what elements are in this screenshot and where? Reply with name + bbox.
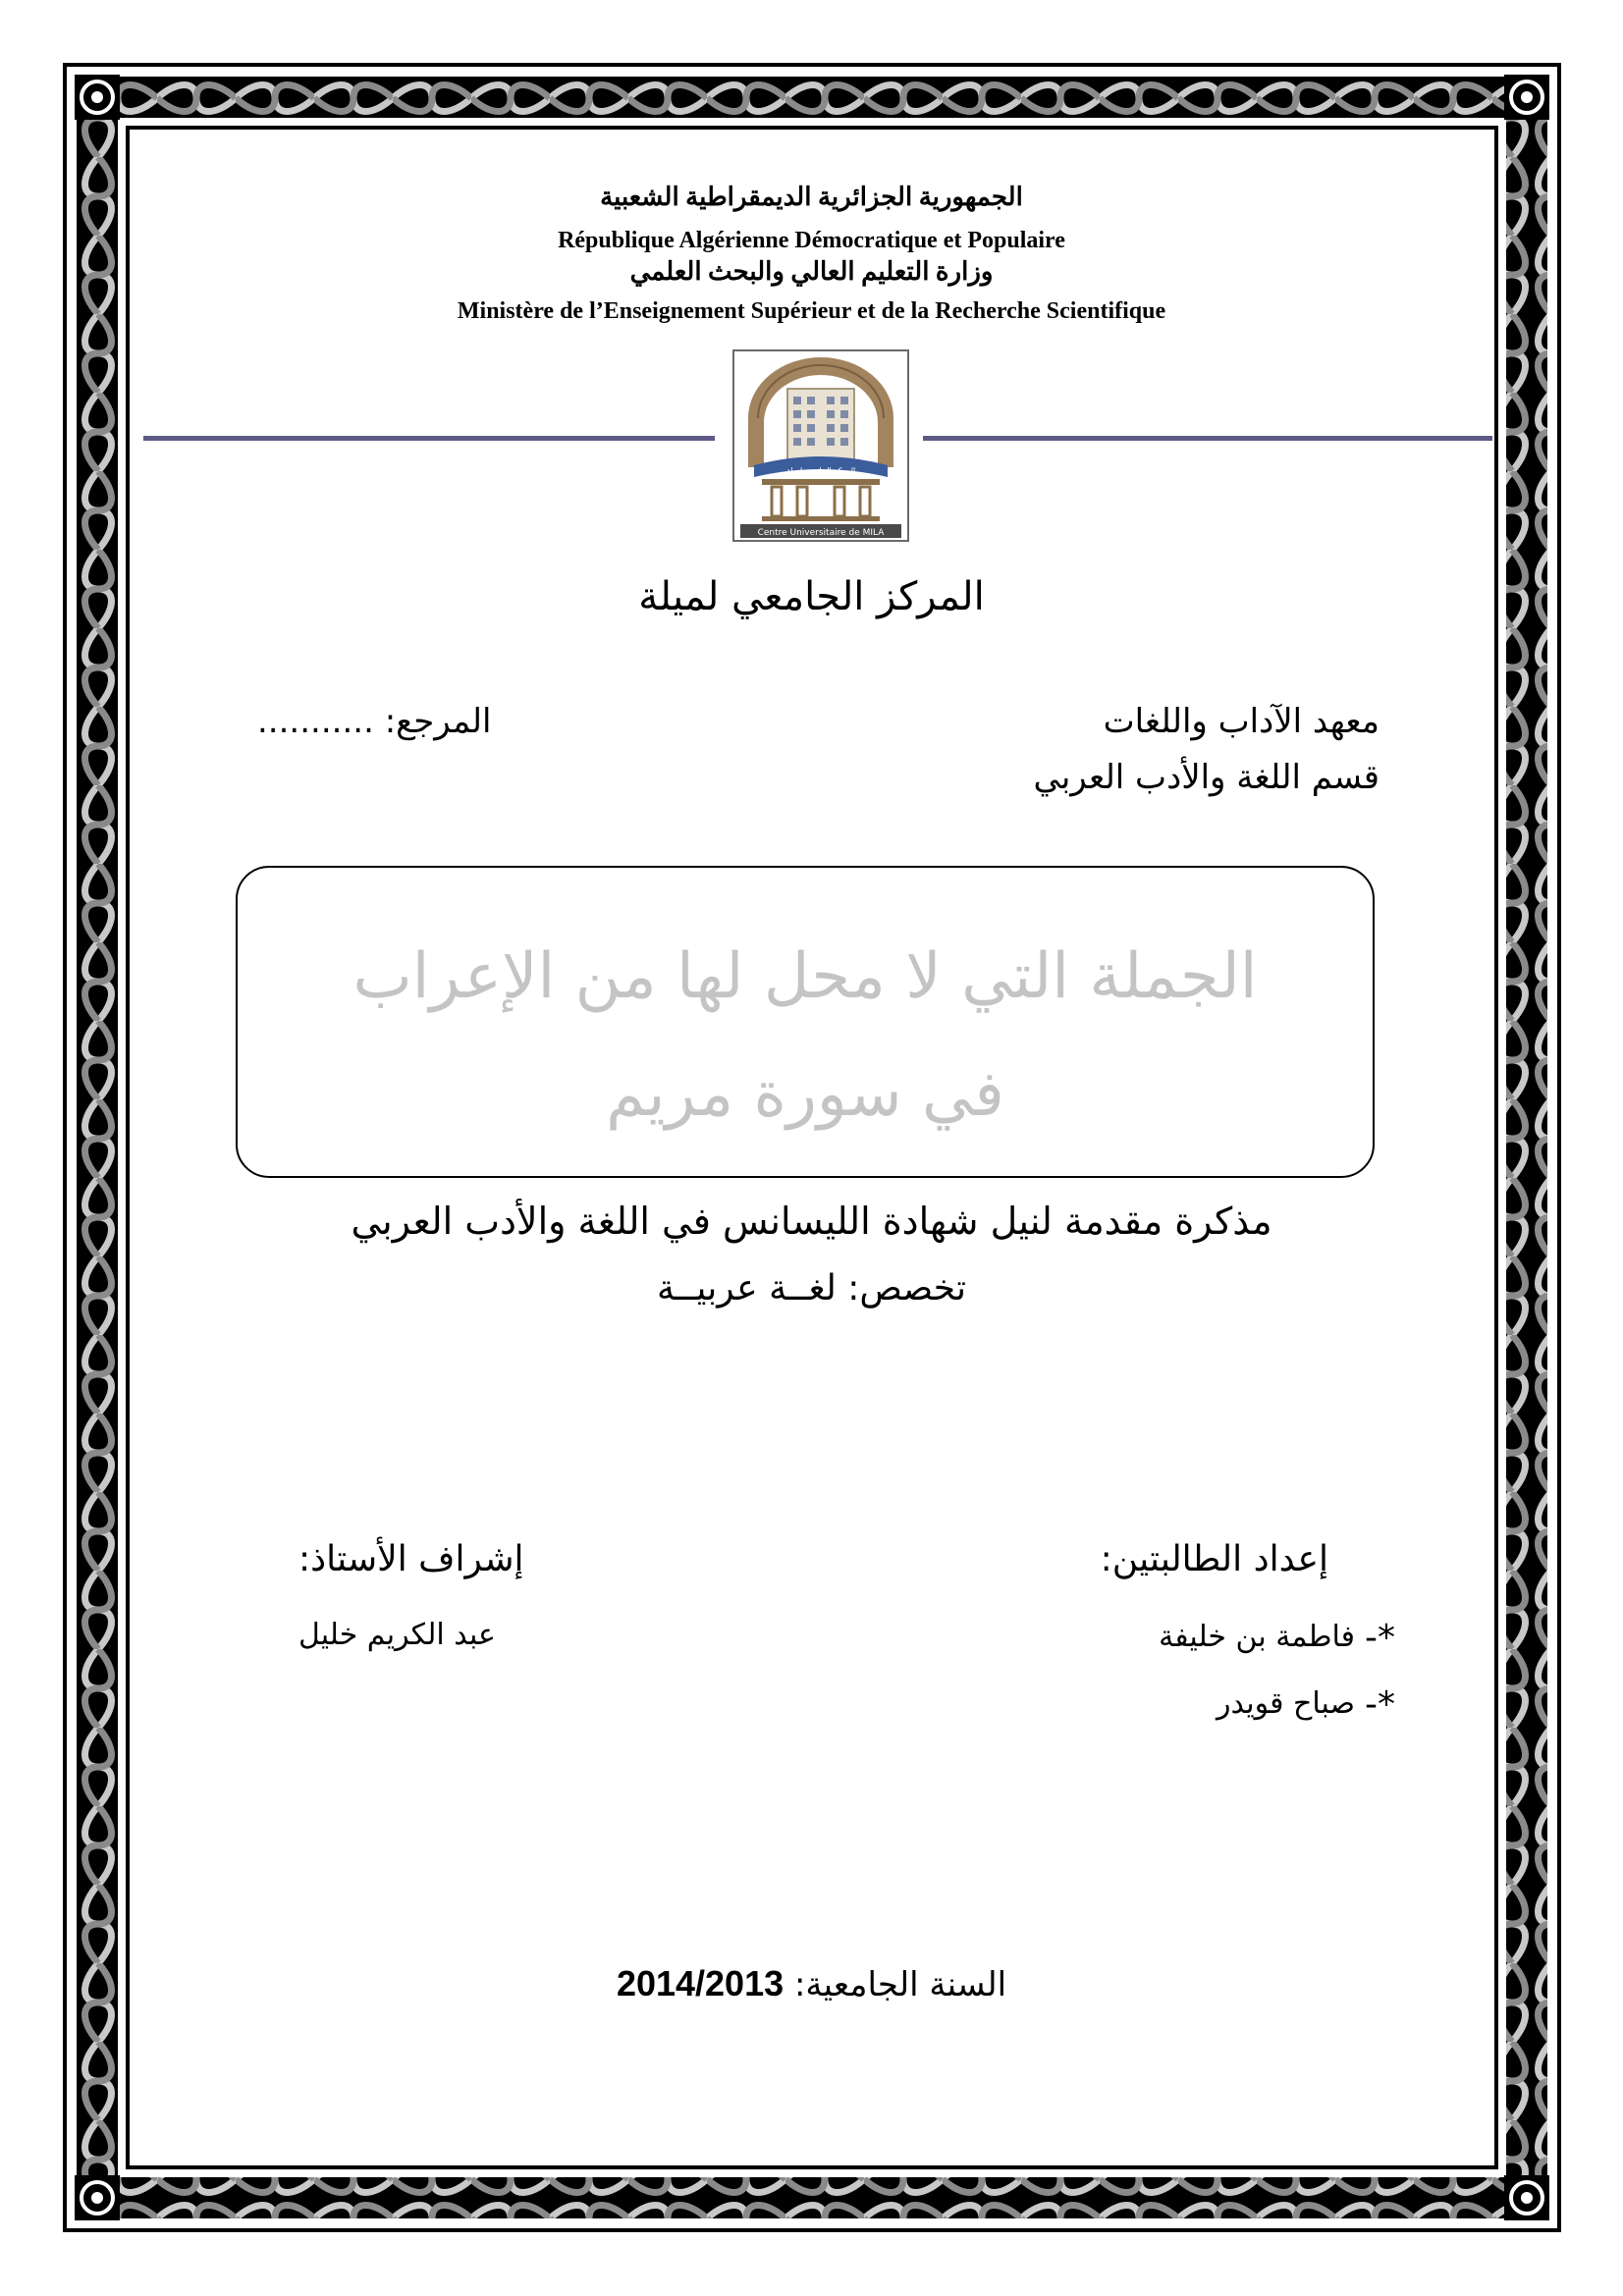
border-chain-top (116, 77, 1508, 118)
header-rule-right (923, 436, 1492, 441)
academic-year-line (0, 1963, 1623, 2004)
memo-description: مذكرة مقدمة لنيل شهادة الليسانس في اللغة والأدب العربي (351, 1200, 1272, 1243)
header-french-republic: République Algérienne Démocratique et Populaire (558, 228, 1065, 253)
header-arabic-ministry: ﻭﺯﺍﺭﺓ ﺍﻟﺘﻌﻠﻴﻢ ﺍﻟﻌﺎﻟﻲ ﻭﺍﻟﺒﺤﺚ ﺍﻟﻌﻠﻤﻲ (629, 257, 994, 286)
institute-name: معهد الآداب واللغات (1103, 702, 1380, 741)
border-chain-bottom (116, 2177, 1508, 2218)
university-logo (732, 349, 909, 542)
reference-field: المرجع: ........... (257, 702, 492, 741)
corner-ornament-top-left (75, 75, 120, 120)
thesis-title-line-1: الجملة التي لا محل لها من الإعراب (352, 940, 1258, 1013)
specialty-line: تخصص: لغــة عربيــة (657, 1268, 966, 1308)
logo-banner-text: المركز الجامعي لميلة (785, 466, 856, 475)
university-center-name: المركز الجامعي لميلة (638, 574, 985, 619)
student-name: فاطمة بن خليفة (1159, 1620, 1355, 1654)
supervisor-name: عبد الكريم خليل (298, 1618, 496, 1652)
thesis-title-line-2: في سورة مريم (606, 1058, 1004, 1131)
prepared-by-label: إعداد الطالبتين: (1100, 1539, 1328, 1579)
corner-ornament-bottom-left (75, 2175, 120, 2220)
logo-caption: Centre Universitaire de MILA (757, 528, 885, 538)
academic-year-label: السنة الجامعية: (793, 1965, 1007, 2004)
corner-ornament-top-right (1504, 75, 1549, 120)
academic-year-value: 2014/2013 (616, 1963, 784, 2003)
header-french-ministry: Ministère de l’Enseignement Supérieur et de la Recherche Scientifique (457, 298, 1166, 324)
header-arabic-republic: ﺍﻟﺠﻤﻬﻮﺭﻳﺔ ﺍﻟﺠﺰﺍﺋﺮﻳﺔ ﺍﻟﺪﻳﻤﻘﺮﺍﻃﻴﺔ ﺍﻟﺸﻌﺒﻴﺔ (600, 183, 1023, 211)
thesis-title-box (236, 866, 1375, 1178)
supervisor-label: إشراف الأستاذ: (298, 1539, 524, 1579)
border-chain-right (1506, 116, 1547, 2179)
student-name-1 (1159, 1618, 1395, 1658)
department-name: قسم اللغة والأدب العربي (1033, 758, 1380, 797)
student-bullet: *- (1365, 1684, 1395, 1725)
header-rule-left (143, 436, 715, 441)
student-bullet: *- (1365, 1618, 1395, 1658)
student-name: صباح قويدر (1217, 1686, 1355, 1721)
corner-ornament-bottom-right (1504, 2175, 1549, 2220)
student-name-2 (1217, 1684, 1395, 1725)
border-chain-left (77, 116, 118, 2179)
